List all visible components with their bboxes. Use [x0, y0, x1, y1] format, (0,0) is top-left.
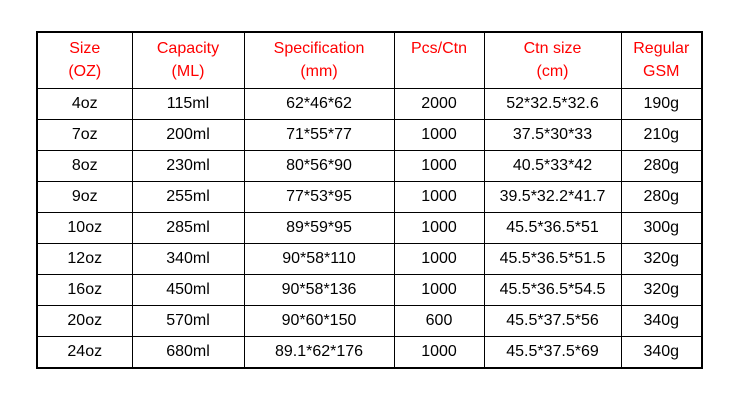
table-row	[37, 337, 702, 369]
table-row	[37, 213, 702, 244]
cell-size: 12oz	[37, 244, 132, 275]
cell-pcs-ctn: 600	[394, 306, 484, 337]
table-row	[37, 182, 702, 213]
header-label: Pcs/Ctn	[410, 40, 467, 57]
cell-pcs-ctn: 1000	[394, 120, 484, 151]
column-header-capacity	[132, 32, 244, 89]
cell-pcs-ctn: 1000	[394, 213, 484, 244]
cell-gsm: 340g	[621, 337, 702, 369]
cell-specification: 90*60*150	[244, 306, 394, 337]
cell-gsm: 280g	[621, 151, 702, 182]
table-row	[37, 306, 702, 337]
header-label: Size	[69, 40, 101, 57]
table-row	[37, 275, 702, 306]
cell-gsm: 190g	[621, 89, 702, 120]
cell-specification: 80*56*90	[244, 151, 394, 182]
cell-gsm: 300g	[621, 213, 702, 244]
header-label: Capacity	[156, 40, 220, 57]
table-row	[37, 89, 702, 120]
cell-pcs-ctn: 1000	[394, 244, 484, 275]
cell-size: 4oz	[37, 89, 132, 120]
header-label: Specification	[273, 40, 365, 57]
cell-ctn-size: 39.5*32.2*41.7	[484, 182, 621, 213]
table-row	[37, 120, 702, 151]
header-sublabel: (OZ)	[68, 63, 102, 80]
header-sublabel: (mm)	[300, 63, 338, 80]
cell-gsm: 320g	[621, 275, 702, 306]
cell-size: 24oz	[37, 337, 132, 369]
cell-size: 7oz	[37, 120, 132, 151]
cell-pcs-ctn: 1000	[394, 182, 484, 213]
column-header-regular-gsm	[621, 32, 702, 89]
cell-size: 10oz	[37, 213, 132, 244]
cell-size: 9oz	[37, 182, 132, 213]
cell-capacity: 200ml	[132, 120, 244, 151]
cell-specification: 89*59*95	[244, 213, 394, 244]
cell-gsm: 340g	[621, 306, 702, 337]
cell-ctn-size: 37.5*30*33	[484, 120, 621, 151]
cell-pcs-ctn: 1000	[394, 275, 484, 306]
column-header-ctn-size	[484, 32, 621, 89]
cell-size: 16oz	[37, 275, 132, 306]
cell-capacity: 255ml	[132, 182, 244, 213]
cell-specification: 62*46*62	[244, 89, 394, 120]
cell-capacity: 570ml	[132, 306, 244, 337]
cell-specification: 89.1*62*176	[244, 337, 394, 369]
cell-specification: 90*58*136	[244, 275, 394, 306]
header-row	[37, 32, 702, 89]
column-header-pcs-ctn	[394, 32, 484, 89]
header-sublabel: GSM	[643, 63, 680, 80]
product-spec-table	[36, 31, 703, 369]
cell-gsm: 210g	[621, 120, 702, 151]
cell-pcs-ctn: 2000	[394, 89, 484, 120]
cell-ctn-size: 40.5*33*42	[484, 151, 621, 182]
cell-ctn-size: 45.5*37.5*56	[484, 306, 621, 337]
header-sublabel: (cm)	[536, 63, 569, 80]
cell-specification: 77*53*95	[244, 182, 394, 213]
cell-capacity: 285ml	[132, 213, 244, 244]
cell-gsm: 320g	[621, 244, 702, 275]
table-row	[37, 151, 702, 182]
cell-pcs-ctn: 1000	[394, 337, 484, 369]
cell-capacity: 115ml	[132, 89, 244, 120]
header-label: Ctn size	[523, 40, 582, 57]
cell-capacity: 340ml	[132, 244, 244, 275]
cell-pcs-ctn: 1000	[394, 151, 484, 182]
cell-gsm: 280g	[621, 182, 702, 213]
cell-specification: 71*55*77	[244, 120, 394, 151]
table-row	[37, 244, 702, 275]
cell-specification: 90*58*110	[244, 244, 394, 275]
cell-ctn-size: 45.5*36.5*51	[484, 213, 621, 244]
cell-capacity: 230ml	[132, 151, 244, 182]
header-sublabel: (ML)	[171, 63, 205, 80]
cell-capacity: 450ml	[132, 275, 244, 306]
column-header-size	[37, 32, 132, 89]
cell-size: 20oz	[37, 306, 132, 337]
column-header-specification	[244, 32, 394, 89]
header-label: Regular	[633, 40, 690, 57]
cell-ctn-size: 52*32.5*32.6	[484, 89, 621, 120]
cell-capacity: 680ml	[132, 337, 244, 369]
cell-ctn-size: 45.5*36.5*51.5	[484, 244, 621, 275]
cell-ctn-size: 45.5*36.5*54.5	[484, 275, 621, 306]
cell-size: 8oz	[37, 151, 132, 182]
cell-ctn-size: 45.5*37.5*69	[484, 337, 621, 369]
